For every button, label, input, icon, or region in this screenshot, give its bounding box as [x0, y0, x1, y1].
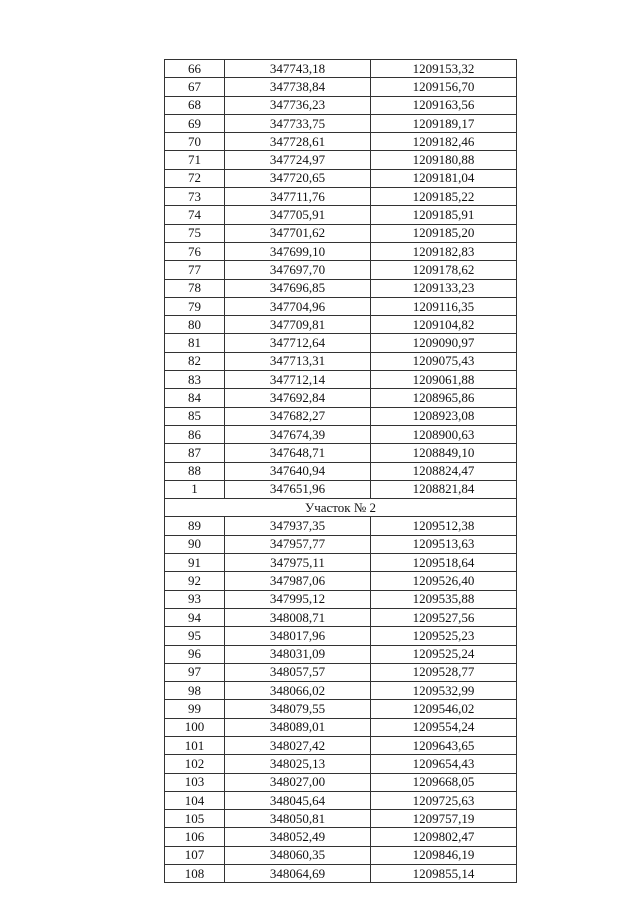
x-coordinate-cell: 347696,85 — [225, 279, 371, 297]
table-row — [165, 736, 517, 754]
y-coordinate-cell: 1209182,46 — [371, 133, 517, 151]
table-row — [165, 133, 517, 151]
point-number-cell: 66 — [165, 60, 225, 78]
point-number-cell: 88 — [165, 462, 225, 480]
x-coordinate-cell: 348066,02 — [225, 682, 371, 700]
point-number-cell: 69 — [165, 114, 225, 132]
x-coordinate-cell: 348008,71 — [225, 608, 371, 626]
table-row — [165, 682, 517, 700]
table-row — [165, 297, 517, 315]
y-coordinate-cell: 1209178,62 — [371, 261, 517, 279]
x-coordinate-cell: 348017,96 — [225, 627, 371, 645]
point-number-cell: 82 — [165, 352, 225, 370]
point-number-cell: 104 — [165, 791, 225, 809]
point-number-cell: 105 — [165, 810, 225, 828]
table-row — [165, 846, 517, 864]
x-coordinate-cell: 348027,00 — [225, 773, 371, 791]
table-row — [165, 627, 517, 645]
point-number-cell: 72 — [165, 169, 225, 187]
table-row — [165, 188, 517, 206]
x-coordinate-cell: 347743,18 — [225, 60, 371, 78]
point-number-cell: 100 — [165, 718, 225, 736]
x-coordinate-cell: 348025,13 — [225, 755, 371, 773]
y-coordinate-cell: 1208849,10 — [371, 444, 517, 462]
x-coordinate-cell: 348089,01 — [225, 718, 371, 736]
table-row — [165, 242, 517, 260]
y-coordinate-cell: 1209133,23 — [371, 279, 517, 297]
section-row — [165, 499, 517, 517]
y-coordinate-cell: 1209185,22 — [371, 188, 517, 206]
point-number-cell: 108 — [165, 865, 225, 883]
x-coordinate-cell: 348079,55 — [225, 700, 371, 718]
table-row — [165, 316, 517, 334]
table-row — [165, 407, 517, 425]
y-coordinate-cell: 1209525,24 — [371, 645, 517, 663]
point-number-cell: 1 — [165, 480, 225, 498]
x-coordinate-cell: 347957,77 — [225, 535, 371, 553]
x-coordinate-cell: 347704,96 — [225, 297, 371, 315]
y-coordinate-cell: 1209528,77 — [371, 663, 517, 681]
table-row — [165, 663, 517, 681]
y-coordinate-cell: 1209654,43 — [371, 755, 517, 773]
point-number-cell: 73 — [165, 188, 225, 206]
table-row — [165, 114, 517, 132]
y-coordinate-cell: 1209525,23 — [371, 627, 517, 645]
table-row — [165, 206, 517, 224]
x-coordinate-cell: 347701,62 — [225, 224, 371, 242]
point-number-cell: 103 — [165, 773, 225, 791]
table-row — [165, 535, 517, 553]
table-row — [165, 480, 517, 498]
x-coordinate-cell: 347699,10 — [225, 242, 371, 260]
y-coordinate-cell: 1208900,63 — [371, 425, 517, 443]
x-coordinate-cell: 348057,57 — [225, 663, 371, 681]
y-coordinate-cell: 1209185,91 — [371, 206, 517, 224]
y-coordinate-cell: 1209185,20 — [371, 224, 517, 242]
y-coordinate-cell: 1209156,70 — [371, 78, 517, 96]
x-coordinate-cell: 347736,23 — [225, 96, 371, 114]
table-row — [165, 554, 517, 572]
x-coordinate-cell: 347713,31 — [225, 352, 371, 370]
coordinates-table-wrapper — [164, 59, 517, 883]
point-number-cell: 85 — [165, 407, 225, 425]
point-number-cell: 90 — [165, 535, 225, 553]
x-coordinate-cell: 347674,39 — [225, 425, 371, 443]
x-coordinate-cell: 347975,11 — [225, 554, 371, 572]
table-row — [165, 755, 517, 773]
y-coordinate-cell: 1209116,35 — [371, 297, 517, 315]
table-row — [165, 389, 517, 407]
table-row — [165, 371, 517, 389]
table-row — [165, 78, 517, 96]
x-coordinate-cell: 347712,14 — [225, 371, 371, 389]
point-number-cell: 78 — [165, 279, 225, 297]
table-row — [165, 444, 517, 462]
y-coordinate-cell: 1209535,88 — [371, 590, 517, 608]
x-coordinate-cell: 347995,12 — [225, 590, 371, 608]
x-coordinate-cell: 348027,42 — [225, 736, 371, 754]
y-coordinate-cell: 1209189,17 — [371, 114, 517, 132]
table-row — [165, 425, 517, 443]
y-coordinate-cell: 1209532,99 — [371, 682, 517, 700]
table-row — [165, 865, 517, 883]
point-number-cell: 95 — [165, 627, 225, 645]
point-number-cell: 92 — [165, 572, 225, 590]
x-coordinate-cell: 347987,06 — [225, 572, 371, 590]
point-number-cell: 80 — [165, 316, 225, 334]
x-coordinate-cell: 347697,70 — [225, 261, 371, 279]
table-row — [165, 773, 517, 791]
table-row — [165, 608, 517, 626]
point-number-cell: 87 — [165, 444, 225, 462]
point-number-cell: 97 — [165, 663, 225, 681]
y-coordinate-cell: 1209554,24 — [371, 718, 517, 736]
point-number-cell: 75 — [165, 224, 225, 242]
table-row — [165, 334, 517, 352]
point-number-cell: 68 — [165, 96, 225, 114]
x-coordinate-cell: 348045,64 — [225, 791, 371, 809]
x-coordinate-cell: 347720,65 — [225, 169, 371, 187]
table-row — [165, 169, 517, 187]
x-coordinate-cell: 348064,69 — [225, 865, 371, 883]
point-number-cell: 81 — [165, 334, 225, 352]
y-coordinate-cell: 1209090,97 — [371, 334, 517, 352]
table-row — [165, 810, 517, 828]
point-number-cell: 70 — [165, 133, 225, 151]
point-number-cell: 102 — [165, 755, 225, 773]
point-number-cell: 107 — [165, 846, 225, 864]
y-coordinate-cell: 1209643,65 — [371, 736, 517, 754]
table-row — [165, 462, 517, 480]
table-row — [165, 590, 517, 608]
x-coordinate-cell: 347709,81 — [225, 316, 371, 334]
y-coordinate-cell: 1208821,84 — [371, 480, 517, 498]
point-number-cell: 74 — [165, 206, 225, 224]
point-number-cell: 96 — [165, 645, 225, 663]
x-coordinate-cell: 347733,75 — [225, 114, 371, 132]
y-coordinate-cell: 1209153,32 — [371, 60, 517, 78]
point-number-cell: 89 — [165, 517, 225, 535]
table-row — [165, 791, 517, 809]
coordinates-table-body — [165, 60, 517, 883]
table-row — [165, 572, 517, 590]
y-coordinate-cell: 1209855,14 — [371, 865, 517, 883]
x-coordinate-cell: 347738,84 — [225, 78, 371, 96]
y-coordinate-cell: 1209757,19 — [371, 810, 517, 828]
point-number-cell: 86 — [165, 425, 225, 443]
table-row — [165, 718, 517, 736]
y-coordinate-cell: 1209181,04 — [371, 169, 517, 187]
x-coordinate-cell: 347711,76 — [225, 188, 371, 206]
table-row — [165, 224, 517, 242]
y-coordinate-cell: 1209846,19 — [371, 846, 517, 864]
point-number-cell: 67 — [165, 78, 225, 96]
x-coordinate-cell: 347724,97 — [225, 151, 371, 169]
y-coordinate-cell: 1209526,40 — [371, 572, 517, 590]
section-heading: Участок № 2 — [165, 499, 517, 517]
table-row — [165, 352, 517, 370]
x-coordinate-cell: 347705,91 — [225, 206, 371, 224]
table-row — [165, 96, 517, 114]
y-coordinate-cell: 1209061,88 — [371, 371, 517, 389]
x-coordinate-cell: 347651,96 — [225, 480, 371, 498]
point-number-cell: 101 — [165, 736, 225, 754]
point-number-cell: 99 — [165, 700, 225, 718]
y-coordinate-cell: 1208965,86 — [371, 389, 517, 407]
point-number-cell: 93 — [165, 590, 225, 608]
x-coordinate-cell: 347648,71 — [225, 444, 371, 462]
y-coordinate-cell: 1209513,63 — [371, 535, 517, 553]
x-coordinate-cell: 348052,49 — [225, 828, 371, 846]
y-coordinate-cell: 1209518,64 — [371, 554, 517, 572]
y-coordinate-cell: 1208824,47 — [371, 462, 517, 480]
x-coordinate-cell: 348060,35 — [225, 846, 371, 864]
y-coordinate-cell: 1209075,43 — [371, 352, 517, 370]
x-coordinate-cell: 347640,94 — [225, 462, 371, 480]
table-row — [165, 828, 517, 846]
y-coordinate-cell: 1209180,88 — [371, 151, 517, 169]
y-coordinate-cell: 1209104,82 — [371, 316, 517, 334]
table-row — [165, 700, 517, 718]
y-coordinate-cell: 1209182,83 — [371, 242, 517, 260]
table-row — [165, 645, 517, 663]
table-row — [165, 279, 517, 297]
point-number-cell: 77 — [165, 261, 225, 279]
coordinates-table — [164, 59, 517, 883]
y-coordinate-cell: 1209512,38 — [371, 517, 517, 535]
y-coordinate-cell: 1209802,47 — [371, 828, 517, 846]
x-coordinate-cell: 347692,84 — [225, 389, 371, 407]
table-row — [165, 151, 517, 169]
y-coordinate-cell: 1209163,56 — [371, 96, 517, 114]
table-row — [165, 261, 517, 279]
y-coordinate-cell: 1208923,08 — [371, 407, 517, 425]
y-coordinate-cell: 1209527,56 — [371, 608, 517, 626]
x-coordinate-cell: 348031,09 — [225, 645, 371, 663]
point-number-cell: 76 — [165, 242, 225, 260]
point-number-cell: 84 — [165, 389, 225, 407]
x-coordinate-cell: 347937,35 — [225, 517, 371, 535]
point-number-cell: 94 — [165, 608, 225, 626]
table-row — [165, 60, 517, 78]
table-row — [165, 517, 517, 535]
y-coordinate-cell: 1209725,63 — [371, 791, 517, 809]
y-coordinate-cell: 1209546,02 — [371, 700, 517, 718]
point-number-cell: 98 — [165, 682, 225, 700]
point-number-cell: 71 — [165, 151, 225, 169]
point-number-cell: 79 — [165, 297, 225, 315]
x-coordinate-cell: 347728,61 — [225, 133, 371, 151]
x-coordinate-cell: 348050,81 — [225, 810, 371, 828]
point-number-cell: 106 — [165, 828, 225, 846]
point-number-cell: 83 — [165, 371, 225, 389]
y-coordinate-cell: 1209668,05 — [371, 773, 517, 791]
x-coordinate-cell: 347712,64 — [225, 334, 371, 352]
x-coordinate-cell: 347682,27 — [225, 407, 371, 425]
point-number-cell: 91 — [165, 554, 225, 572]
